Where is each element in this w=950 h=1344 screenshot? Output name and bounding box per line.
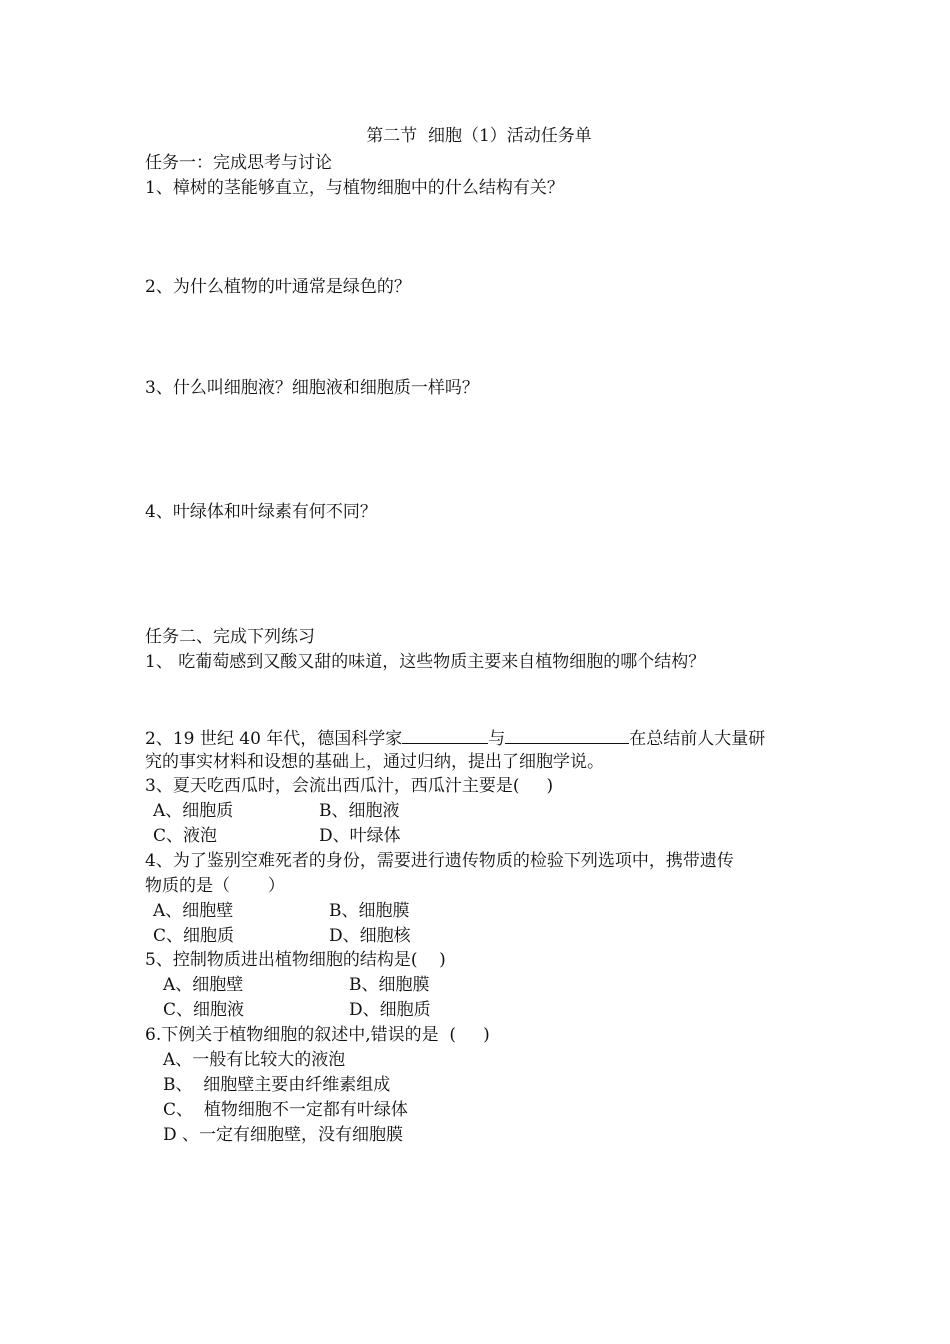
- page-title: 第二节 细胞（1）活动任务单: [366, 126, 592, 146]
- q6-option-a: A、一般有比较大的液泡: [163, 1050, 346, 1070]
- task1-question-4: 4、叶绿体和叶绿素有何不同？: [145, 502, 377, 522]
- q5-option-b: B、细胞膜: [349, 975, 430, 995]
- task2-question-6: 6.下例关于植物细胞的叙述中,错误的是 ( ): [145, 1025, 490, 1045]
- q6-option-c: C、 植物细胞不一定都有叶绿体: [163, 1100, 408, 1120]
- q5-option-c: C、细胞液: [163, 1000, 245, 1020]
- task2-question-4-line2: 物质的是（ ）: [145, 876, 285, 896]
- q6-option-b: B、 细胞壁主要由纤维素组成: [163, 1075, 391, 1095]
- q2-blank-2[interactable]: [505, 725, 629, 744]
- task2-question-5: 5、控制物质进出植物细胞的结构是( ): [145, 950, 446, 970]
- task1-question-1: 1、樟树的茎能够直立，与植物细胞中的什么结构有关？: [145, 178, 564, 198]
- task1-question-3: 3、什么叫细胞液？细胞液和细胞质一样吗？: [145, 378, 479, 398]
- task1-heading: 任务一：完成思考与讨论: [145, 153, 332, 173]
- q4-option-c: C、细胞质: [153, 926, 235, 946]
- task2-question-3: 3、夏天吃西瓜时，会流出西瓜汁，西瓜汁主要是( ): [145, 776, 554, 796]
- q3-option-b: B、细胞液: [319, 801, 400, 821]
- q4-option-d: D、细胞核: [329, 926, 411, 946]
- q5-option-a: A、细胞壁: [163, 975, 244, 995]
- task2-question-2-line2: 究的事实材料和设想的基础上，通过归纳，提出了细胞学说。: [145, 752, 604, 772]
- task2-question-1: 1、 吃葡萄感到又酸又甜的味道，这些物质主要来自植物细胞的哪个结构？: [145, 652, 706, 672]
- q2-text-1: 2、19 世纪 40 年代，德国科学家: [145, 729, 403, 749]
- q5-option-d: D、细胞质: [349, 1000, 431, 1020]
- q2-text-3: 在总结前人大量研: [629, 729, 766, 749]
- q3-option-c: C、液泡: [153, 826, 218, 846]
- q6-option-d: D 、一定有细胞壁，没有细胞膜: [163, 1125, 404, 1145]
- task1-question-2: 2、为什么植物的叶通常是绿色的？: [145, 277, 411, 297]
- q2-text-2: 与: [488, 729, 506, 749]
- task2-heading: 任务二、完成下列练习: [145, 627, 315, 647]
- q4-option-a: A、细胞壁: [153, 901, 234, 921]
- task2-question-4: 4、为了鉴别空难死者的身份，需要进行遗传物质的检验下列选项中，携带遗传: [145, 851, 734, 871]
- q4-option-b: B、细胞膜: [329, 901, 410, 921]
- q3-option-a: A、细胞质: [153, 801, 234, 821]
- task2-question-2: [145, 725, 765, 749]
- q2-blank-1[interactable]: [402, 725, 488, 744]
- q3-option-d: D、叶绿体: [319, 826, 401, 846]
